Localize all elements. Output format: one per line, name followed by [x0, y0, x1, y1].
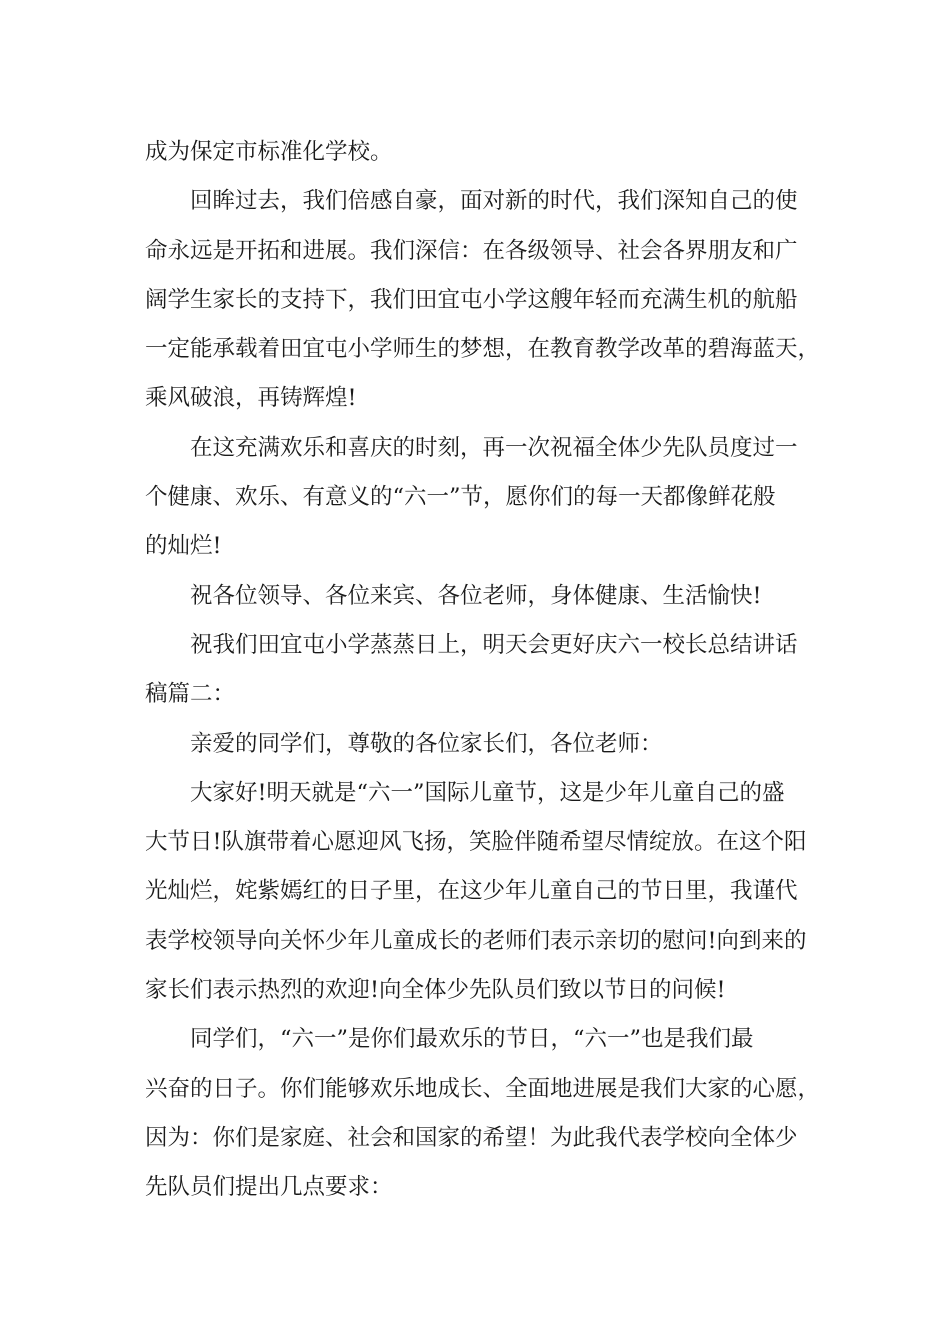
text-line: 因为：你们是家庭、社会和国家的希望！为此我代表学校向全体少: [145, 1124, 798, 1151]
text-line: 命永远是开拓和进展。我们深信：在各级领导、社会各界朋友和广: [145, 237, 798, 264]
text-line: 一定能承载着田宜屯小学师生的梦想，在教育教学改革的碧海蓝天，: [145, 336, 821, 363]
text-line: 阔学生家长的支持下，我们田宜屯小学这艘年轻而充满生机的航船: [145, 286, 798, 313]
text-line: 先队员们提出几点要求：: [145, 1174, 393, 1201]
text-line: 表学校领导向关怀少年儿童成长的老师们表示亲切的慰问!向到来的: [145, 927, 807, 954]
text-line: 同学们，“六一”是你们最欢乐的节日，“六一”也是我们最: [190, 1026, 754, 1053]
text-line: 在这充满欢乐和喜庆的时刻，再一次祝福全体少先队员度过一: [190, 434, 798, 461]
text-line: 乘风破浪，再铸辉煌!: [145, 385, 357, 412]
text-line: 个健康、欢乐、有意义的“六一”节，愿你们的每一天都像鲜花般: [145, 484, 776, 511]
text-line: 大节日!队旗带着心愿迎风飞扬，笑脸伴随希望尽情绽放。在这个阳: [145, 829, 807, 856]
text-line: 家长们表示热烈的欢迎!向全体少先队员们致以节日的问候!: [145, 977, 726, 1004]
document-body: [145, 128, 821, 1213]
text-line: 成为保定市标准化学校。: [145, 139, 393, 165]
text-line: 光灿烂，姹紫嫣红的日子里，在这少年儿童自己的节日里，我谨代: [145, 878, 798, 905]
text-line: 回眸过去，我们倍感自豪，面对新的时代，我们深知自己的使: [190, 188, 798, 215]
text-line: 兴奋的日子。你们能够欢乐地成长、全面地进展是我们大家的心愿，: [145, 1075, 821, 1102]
text-line: 亲爱的同学们，尊敬的各位家长们，各位老师：: [190, 730, 663, 757]
text-line: 稿篇二：: [145, 681, 236, 708]
text-line: 大家好!明天就是“六一”国际儿童节，这是少年儿童自己的盛: [190, 779, 785, 806]
text-line: 祝各位领导、各位来宾、各位老师，身体健康、生活愉快!: [190, 582, 762, 609]
text-line: 的灿烂!: [145, 533, 222, 560]
text-line: 祝我们田宜屯小学蒸蒸日上，明天会更好庆六一校长总结讲话: [190, 631, 798, 658]
